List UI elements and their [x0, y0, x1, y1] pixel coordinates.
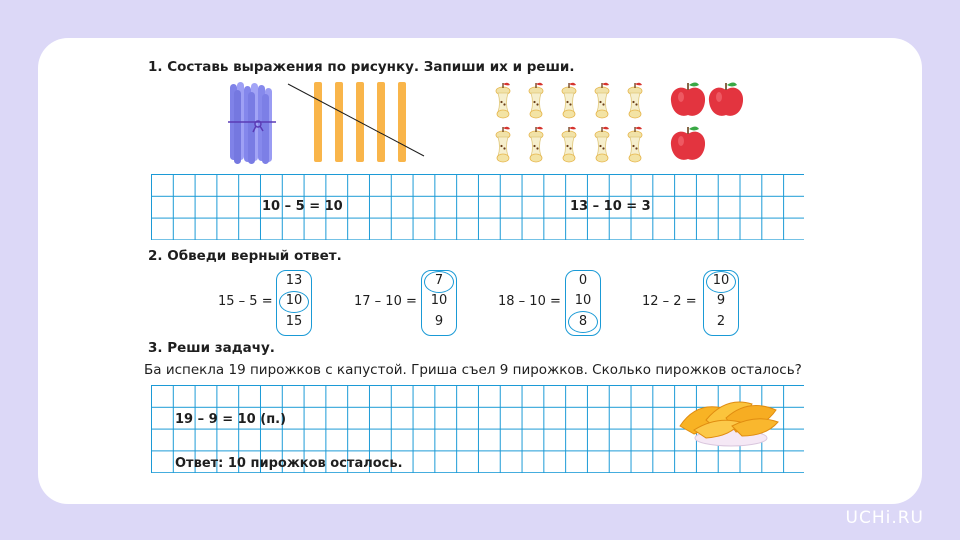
answer-option[interactable]: 10 [712, 273, 730, 288]
answer-option[interactable]: 8 [578, 314, 588, 329]
sticks-illustration [222, 80, 432, 166]
uchi-ru-logo: UCHi.RU [845, 508, 924, 528]
task1-left-expression: 10 – 5 = 10 [262, 199, 343, 214]
answer-option[interactable]: 10 [285, 293, 303, 308]
task1-title: 1. Составь выражения по рисунку. Запиши их и реши. [148, 59, 575, 75]
task3-solution: 19 – 9 = 10 (п.) [175, 412, 287, 427]
task2-expression: 18 – 10 = [498, 294, 561, 309]
task1-answer-grid [151, 174, 804, 240]
answer-option[interactable]: 2 [716, 314, 726, 329]
answer-circle-mark [568, 311, 598, 333]
whole-apples-group [671, 83, 743, 160]
answer-option[interactable]: 13 [285, 273, 303, 288]
task2-expression: 15 – 5 = [218, 294, 273, 309]
task2-title: 2. Обведи верный ответ. [148, 248, 342, 264]
answer-option[interactable]: 7 [434, 273, 444, 288]
answer-option[interactable]: 0 [578, 273, 588, 288]
answer-option[interactable]: 9 [716, 293, 726, 308]
apple-cores-group [496, 83, 642, 162]
apples-illustration [486, 80, 746, 166]
answer-option[interactable]: 10 [430, 293, 448, 308]
task3-answer: Ответ: 10 пирожков осталось. [175, 456, 403, 471]
task2-expression: 17 – 10 = [354, 294, 417, 309]
answer-option[interactable]: 15 [285, 314, 303, 329]
task3-problem-text: Ба испекла 19 пирожков с капустой. Гриша съел 9 пирожков. Сколько пирожков осталось? [144, 362, 802, 378]
task2-expression: 12 – 2 = [642, 294, 697, 309]
task1-right-expression: 13 – 10 = 3 [570, 199, 651, 214]
task3-title: 3. Реши задачу. [148, 340, 275, 356]
answer-circle-mark [706, 271, 736, 293]
answer-option[interactable]: 10 [574, 293, 592, 308]
stick-bundle [228, 82, 276, 164]
pies-plate-illustration [676, 396, 784, 452]
answer-option[interactable]: 9 [434, 314, 444, 329]
answer-circle-mark [424, 271, 454, 293]
answer-circle-mark [279, 291, 309, 313]
